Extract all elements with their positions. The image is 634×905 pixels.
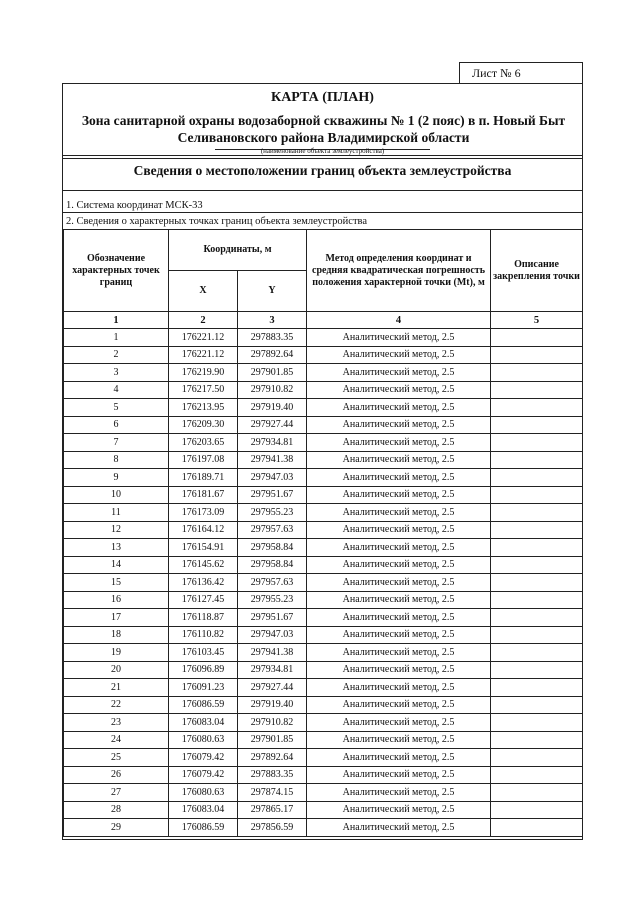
method-cell: Аналитический метод, 2.5 — [307, 521, 491, 539]
y-coordinate-cell: 297957.63 — [238, 574, 307, 592]
point-number-cell: 3 — [64, 364, 169, 382]
x-coordinate-cell: 176221.12 — [169, 346, 238, 364]
x-coordinate-cell: 176080.63 — [169, 731, 238, 749]
fixing-cell — [491, 469, 583, 487]
method-cell: Аналитический метод, 2.5 — [307, 784, 491, 802]
fixing-cell — [491, 661, 583, 679]
fixing-cell — [491, 399, 583, 417]
table-row — [64, 766, 583, 784]
fixing-cell — [491, 504, 583, 522]
method-cell: Аналитический метод, 2.5 — [307, 539, 491, 557]
fixing-cell — [491, 556, 583, 574]
method-cell: Аналитический метод, 2.5 — [307, 399, 491, 417]
y-coordinate-cell: 297951.67 — [238, 486, 307, 504]
point-number-cell: 19 — [64, 644, 169, 662]
points-heading: 2. Сведения о характерных точках границ объекта землеустройства — [66, 216, 368, 227]
method-cell: Аналитический метод, 2.5 — [307, 801, 491, 819]
table-row — [64, 679, 583, 697]
table-row — [64, 784, 583, 802]
sheet-number-label: Лист № 6 — [472, 65, 521, 80]
x-coordinate-cell: 176091.23 — [169, 679, 238, 697]
x-coordinate-cell: 176110.82 — [169, 626, 238, 644]
x-coordinate-cell: 176221.12 — [169, 329, 238, 347]
method-cell: Аналитический метод, 2.5 — [307, 486, 491, 504]
y-coordinate-cell: 297901.85 — [238, 364, 307, 382]
x-coordinate-cell: 176164.12 — [169, 521, 238, 539]
method-cell: Аналитический метод, 2.5 — [307, 451, 491, 469]
point-number-cell: 12 — [64, 521, 169, 539]
method-cell: Аналитический метод, 2.5 — [307, 469, 491, 487]
table-row — [64, 416, 583, 434]
header-x: X — [169, 271, 238, 312]
header-method: Метод определения координат и средняя квадратическая погрешность положения характерной точки (Mt), м — [307, 230, 491, 312]
x-coordinate-cell: 176086.59 — [169, 819, 238, 837]
fixing-cell — [491, 434, 583, 452]
method-cell: Аналитический метод, 2.5 — [307, 731, 491, 749]
title-block — [63, 84, 582, 156]
table-row — [64, 714, 583, 732]
table-row — [64, 399, 583, 417]
x-coordinate-cell: 176083.04 — [169, 801, 238, 819]
point-number-cell: 25 — [64, 749, 169, 767]
fixing-cell — [491, 451, 583, 469]
fixing-cell — [491, 364, 583, 382]
point-number-cell: 17 — [64, 609, 169, 627]
fixing-cell — [491, 696, 583, 714]
coordinate-system-label: 1. Система координат МСК-33 — [66, 200, 203, 211]
column-number: 3 — [238, 312, 307, 329]
table-row — [64, 539, 583, 557]
method-cell: Аналитический метод, 2.5 — [307, 346, 491, 364]
y-coordinate-cell: 297901.85 — [238, 731, 307, 749]
y-coordinate-cell: 297927.44 — [238, 679, 307, 697]
table-row — [64, 574, 583, 592]
table-row — [64, 609, 583, 627]
y-coordinate-cell: 297947.03 — [238, 469, 307, 487]
point-number-cell: 23 — [64, 714, 169, 732]
point-number-cell: 7 — [64, 434, 169, 452]
point-number-cell: 8 — [64, 451, 169, 469]
point-number-cell: 29 — [64, 819, 169, 837]
table-row — [64, 381, 583, 399]
fixing-cell — [491, 626, 583, 644]
map-title: КАРТА (ПЛАН) — [271, 90, 374, 105]
x-coordinate-cell: 176189.71 — [169, 469, 238, 487]
method-cell: Аналитический метод, 2.5 — [307, 364, 491, 382]
header-fixing: Описание закрепления точки — [491, 230, 583, 312]
method-cell: Аналитический метод, 2.5 — [307, 626, 491, 644]
x-coordinate-cell: 176181.67 — [169, 486, 238, 504]
y-coordinate-cell: 297934.81 — [238, 434, 307, 452]
y-coordinate-cell: 297957.63 — [238, 521, 307, 539]
column-number: 4 — [307, 312, 491, 329]
x-coordinate-cell: 176203.65 — [169, 434, 238, 452]
fixing-cell — [491, 766, 583, 784]
x-coordinate-cell: 176136.42 — [169, 574, 238, 592]
fixing-cell — [491, 329, 583, 347]
x-coordinate-cell: 176080.63 — [169, 784, 238, 802]
x-coordinate-cell: 176154.91 — [169, 539, 238, 557]
y-coordinate-cell: 297856.59 — [238, 819, 307, 837]
table-row — [64, 731, 583, 749]
fixing-cell — [491, 346, 583, 364]
x-coordinate-cell: 176217.50 — [169, 381, 238, 399]
table-row — [64, 329, 583, 347]
header-y: Y — [238, 271, 307, 312]
fixing-cell — [491, 731, 583, 749]
table-row — [64, 801, 583, 819]
table-row — [64, 819, 583, 837]
point-number-cell: 14 — [64, 556, 169, 574]
column-number: 5 — [491, 312, 583, 329]
point-number-cell: 15 — [64, 574, 169, 592]
method-cell: Аналитический метод, 2.5 — [307, 591, 491, 609]
y-coordinate-cell: 297927.44 — [238, 416, 307, 434]
x-coordinate-cell: 176145.62 — [169, 556, 238, 574]
table-row — [64, 486, 583, 504]
boundary-points-table — [63, 229, 583, 837]
column-number-row — [64, 312, 583, 329]
point-number-cell: 1 — [64, 329, 169, 347]
y-coordinate-cell: 297941.38 — [238, 451, 307, 469]
fixing-cell — [491, 801, 583, 819]
method-cell: Аналитический метод, 2.5 — [307, 766, 491, 784]
fixing-cell — [491, 574, 583, 592]
point-number-cell: 9 — [64, 469, 169, 487]
fixing-cell — [491, 609, 583, 627]
y-coordinate-cell: 297947.03 — [238, 626, 307, 644]
table-row — [64, 749, 583, 767]
x-coordinate-cell: 176213.95 — [169, 399, 238, 417]
y-coordinate-cell: 297941.38 — [238, 644, 307, 662]
method-cell: Аналитический метод, 2.5 — [307, 714, 491, 732]
method-cell: Аналитический метод, 2.5 — [307, 381, 491, 399]
table-row — [64, 346, 583, 364]
table-row — [64, 434, 583, 452]
table-row — [64, 469, 583, 487]
fixing-cell — [491, 381, 583, 399]
column-number: 2 — [169, 312, 238, 329]
fixing-cell — [491, 539, 583, 557]
y-coordinate-cell: 297883.35 — [238, 766, 307, 784]
y-coordinate-cell: 297910.82 — [238, 714, 307, 732]
y-coordinate-cell: 297865.17 — [238, 801, 307, 819]
y-coordinate-cell: 297919.40 — [238, 696, 307, 714]
y-coordinate-cell: 297883.35 — [238, 329, 307, 347]
fixing-cell — [491, 819, 583, 837]
x-coordinate-cell: 176096.89 — [169, 661, 238, 679]
x-coordinate-cell: 176118.87 — [169, 609, 238, 627]
divider-section — [62, 190, 583, 191]
y-coordinate-cell: 297934.81 — [238, 661, 307, 679]
y-coordinate-cell: 297874.15 — [238, 784, 307, 802]
point-number-cell: 11 — [64, 504, 169, 522]
fixing-cell — [491, 644, 583, 662]
x-coordinate-cell: 176079.42 — [169, 749, 238, 767]
x-coordinate-cell: 176086.59 — [169, 696, 238, 714]
section-title: Сведения о местоположении границ объекта землеустройства — [133, 163, 512, 178]
fixing-cell — [491, 714, 583, 732]
method-cell: Аналитический метод, 2.5 — [307, 819, 491, 837]
fixing-cell — [491, 679, 583, 697]
y-coordinate-cell: 297958.84 — [238, 539, 307, 557]
point-number-cell: 4 — [64, 381, 169, 399]
fixing-cell — [491, 416, 583, 434]
method-cell: Аналитический метод, 2.5 — [307, 556, 491, 574]
y-coordinate-cell: 297958.84 — [238, 556, 307, 574]
x-coordinate-cell: 176127.45 — [169, 591, 238, 609]
fixing-cell — [491, 591, 583, 609]
table-row — [64, 696, 583, 714]
x-coordinate-cell: 176083.04 — [169, 714, 238, 732]
table-row — [64, 661, 583, 679]
x-coordinate-cell: 176103.45 — [169, 644, 238, 662]
point-number-cell: 28 — [64, 801, 169, 819]
table-row — [64, 451, 583, 469]
sheet-number-box — [459, 62, 583, 84]
point-number-cell: 6 — [64, 416, 169, 434]
x-coordinate-cell: 176219.90 — [169, 364, 238, 382]
method-cell: Аналитический метод, 2.5 — [307, 329, 491, 347]
y-coordinate-cell: 297892.64 — [238, 346, 307, 364]
object-name: Зона санитарной охраны водозаборной скважины № 1 (2 пояс) в п. Новый Быт Селивановского района Владимирской области — [81, 113, 566, 145]
fixing-cell — [491, 486, 583, 504]
point-number-cell: 20 — [64, 661, 169, 679]
table-row — [64, 626, 583, 644]
fixing-cell — [491, 749, 583, 767]
method-cell: Аналитический метод, 2.5 — [307, 504, 491, 522]
header-point-designation: Обозначение характерных точек границ — [64, 230, 169, 312]
point-number-cell: 27 — [64, 784, 169, 802]
fixing-cell — [491, 784, 583, 802]
x-coordinate-cell: 176079.42 — [169, 766, 238, 784]
method-cell: Аналитический метод, 2.5 — [307, 679, 491, 697]
method-cell: Аналитический метод, 2.5 — [307, 416, 491, 434]
point-number-cell: 22 — [64, 696, 169, 714]
method-cell: Аналитический метод, 2.5 — [307, 609, 491, 627]
header-coordinates: Координаты, м — [169, 230, 307, 271]
y-coordinate-cell: 297951.67 — [238, 609, 307, 627]
method-cell: Аналитический метод, 2.5 — [307, 644, 491, 662]
method-cell: Аналитический метод, 2.5 — [307, 661, 491, 679]
table-row — [64, 521, 583, 539]
method-cell: Аналитический метод, 2.5 — [307, 434, 491, 452]
column-number: 1 — [64, 312, 169, 329]
x-coordinate-cell: 176209.30 — [169, 416, 238, 434]
table-row — [64, 591, 583, 609]
x-coordinate-cell: 176173.09 — [169, 504, 238, 522]
x-coordinate-cell: 176197.08 — [169, 451, 238, 469]
point-number-cell: 2 — [64, 346, 169, 364]
fixing-cell — [491, 521, 583, 539]
name-caption: (наименование объекта землеустройства) — [260, 147, 385, 155]
divider-title — [62, 155, 583, 156]
table-row — [64, 556, 583, 574]
point-number-cell: 10 — [64, 486, 169, 504]
y-coordinate-cell: 297892.64 — [238, 749, 307, 767]
point-number-cell: 26 — [64, 766, 169, 784]
y-coordinate-cell: 297910.82 — [238, 381, 307, 399]
method-cell: Аналитический метод, 2.5 — [307, 749, 491, 767]
divider-coord — [62, 212, 583, 213]
point-number-cell: 18 — [64, 626, 169, 644]
point-number-cell: 5 — [64, 399, 169, 417]
table-row — [64, 364, 583, 382]
y-coordinate-cell: 297955.23 — [238, 504, 307, 522]
points-table-body — [64, 329, 583, 837]
point-number-cell: 24 — [64, 731, 169, 749]
point-number-cell: 16 — [64, 591, 169, 609]
method-cell: Аналитический метод, 2.5 — [307, 696, 491, 714]
point-number-cell: 21 — [64, 679, 169, 697]
divider-title-double — [62, 158, 583, 159]
method-cell: Аналитический метод, 2.5 — [307, 574, 491, 592]
point-number-cell: 13 — [64, 539, 169, 557]
table-row — [64, 504, 583, 522]
table-row — [64, 644, 583, 662]
y-coordinate-cell: 297955.23 — [238, 591, 307, 609]
y-coordinate-cell: 297919.40 — [238, 399, 307, 417]
